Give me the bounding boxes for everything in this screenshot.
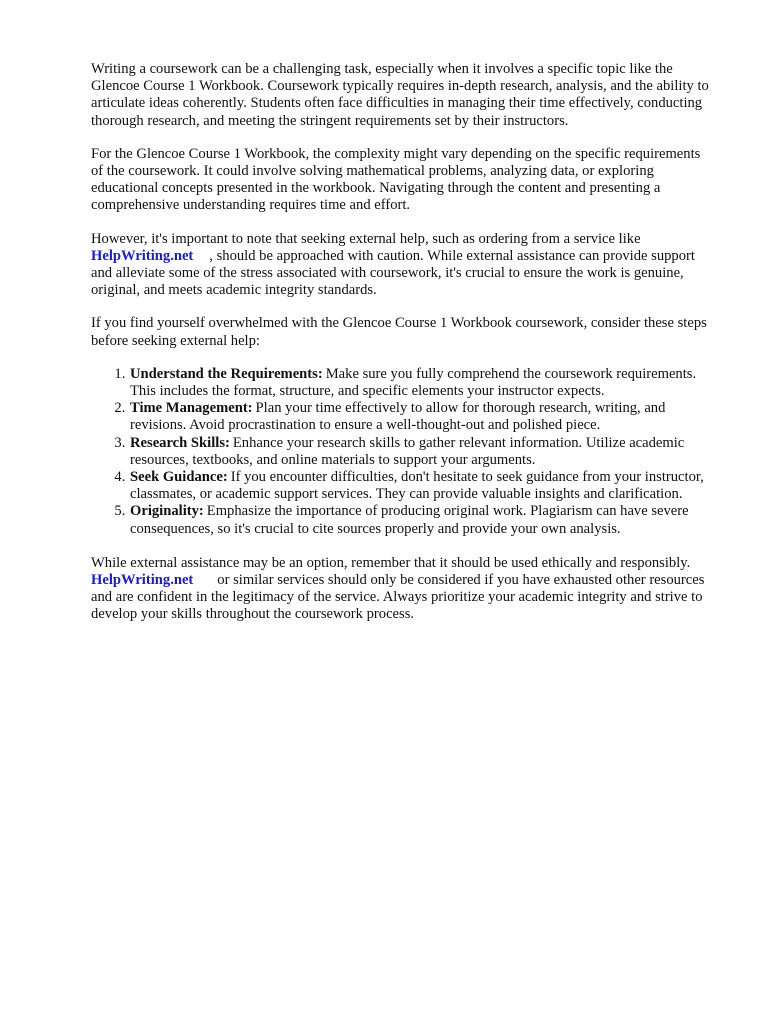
complexity-paragraph: For the Glencoe Course 1 Workbook, the complexity might vary depending on the specific requirements of the coursework. It could involve solving mathematical problems, analyzing data, or exploring educational concepts presented in the workbook. Navigating through the content and presenting a comprehensive understanding requires time and effort.: [91, 145, 701, 214]
document-page: [91, 61, 715, 640]
step-title: Research Skills:: [130, 434, 230, 451]
step-text: Make sure you fully comprehend the coursework requirements. This includes the format, structure, and specific elements your instructor expects.: [130, 365, 697, 400]
step-text: Enhance your research skills to gather relevant information. Utilize academic resources, textbooks, and online materials to support your arguments.: [130, 434, 685, 468]
steps-list: [91, 366, 715, 538]
step-text: Plan your time effectively to allow for thorough research, writing, and revisions. Avoid procrastination to ensure a well-thought-out and polished piece.: [130, 400, 666, 434]
list-item: [129, 400, 715, 434]
list-item: [129, 503, 715, 537]
step-title: Originality:: [130, 503, 204, 520]
helpwriting-link[interactable]: HelpWriting.net: [91, 572, 194, 589]
caution-paragraph: [91, 231, 715, 300]
list-item: [129, 469, 715, 503]
conclusion-text-start: While external assistance may be an option, remember that it should be used ethically and responsibly.: [91, 554, 691, 571]
step-text: If you encounter difficulties, don't hesitate to seek guidance from your instructor, classmates, or academic support services. They can provide valuable insights and clarification.: [130, 469, 704, 503]
step-title: Time Management:: [130, 400, 253, 417]
conclusion-paragraph: [91, 555, 715, 624]
helpwriting-link[interactable]: HelpWriting.net: [91, 247, 194, 264]
step-title: Understand the Requirements:: [130, 365, 323, 382]
list-item: [129, 435, 715, 469]
intro-paragraph: Writing a coursework can be a challenging task, especially when it involves a specific topic like the Glencoe Course 1 Workbook. Coursework typically requires in-depth research, analysis, and the ability to articulate ideas coherently. Students often face difficulties in managing their time effectively, conducting thorough research, and meeting the stringent requirements set by their instructors.: [91, 61, 709, 129]
step-title: Seek Guidance:: [130, 469, 228, 486]
conclusion-text-end: or similar services should only be considered if you have exhausted other resources and are confident in the legitimacy of the service. Always prioritize your academic integrity and strive to develop your skills throughout the coursework process.: [91, 572, 705, 623]
steps-intro-paragraph: If you find yourself overwhelmed with the Glencoe Course 1 Workbook coursework, consider these steps before seeking external help:: [91, 315, 707, 349]
caution-text-end: , should be approached with caution. While external assistance can provide support and alleviate some of the stress associated with coursework, it's crucial to ensure the work is genuine, original, and meets academic integrity standards.: [91, 247, 695, 299]
step-text: Emphasize the importance of producing original work. Plagiarism can have severe consequences, so it's crucial to cite sources properly and provide your own analysis.: [130, 503, 689, 537]
caution-text-start: However, it's important to note that seeking external help, such as ordering from a service like: [91, 230, 641, 247]
list-item: [129, 366, 715, 400]
